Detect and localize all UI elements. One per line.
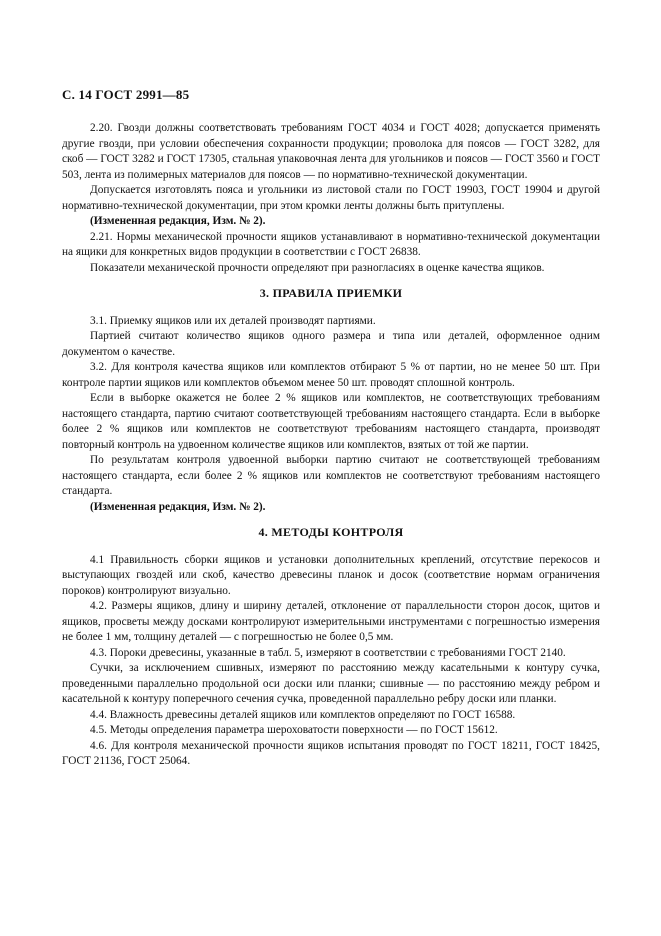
amendment-note: (Измененная редакция, Изм. № 2). [90,215,266,227]
section-4-title: 4. МЕТОДЫ КОНТРОЛЯ [258,525,404,539]
paragraph: 4.4. Влажность древесины деталей ящиков или комплектов определяют по ГОСТ 16588. [90,708,516,721]
paragraph: Показатели механической прочности определяют при разногласиях в оценке качества ящиков. [90,261,545,274]
section-2-continuation [62,121,600,276]
paragraph: По результатам контроля удвоенной выборки партию считают не соответствующей требованиям настоящего стандарта, если более 2 % ящиков или комплектов не соответствуют требованиям настоящего стандарта. [62,454,600,497]
paragraph: Сучки, за исключением сшивных, измеряют по расстоянию между касательными к контуру сучка, проведенными параллельно продольной оси доски или планки; сшивные — по расстоянию между ребром и касательной к контуру поперечного сечения сучка, проведенной параллельно ребру доски или планки. [62,662,600,705]
paragraph: 4.6. Для контроля механической прочности ящиков испытания проводят по ГОСТ 18211, ГОСТ 18425, ГОСТ 21136, ГОСТ 25064. [62,739,600,767]
paragraph: 2.21. Нормы механической прочности ящиков устанавливают в нормативно-технической документации на ящики для конкретных видов продукции в соответствии с ГОСТ 26838. [62,230,600,258]
paragraph: 4.2. Размеры ящиков, длину и ширину деталей, отклонение от параллельности сторон досок, щитов и ящиков, просветы между досками контролируют измерительными инструментами с погрешностью измерения не более 1 мм, толщину деталей — с погрешностью не более 0,5 мм. [62,600,600,643]
section-3-content [62,314,600,516]
paragraph: 2.20. Гвозди должны соответствовать требованиям ГОСТ 4034 и ГОСТ 4028; допускается применять другие гвозди, при условии обеспечения сохранности продукции; проволока для поясов — ГОСТ 3282, для скоб — ГОСТ 3282 и ГОСТ 17305, стальная упаковочная лента для угольников и поясов — ГОСТ 3560 и ГОСТ 503, лента из полимерных материалов для поясов — по нормативно-технической документации. [62,122,600,181]
paragraph: 4.5. Методы определения параметра шероховатости поверхности — по ГОСТ 15612. [90,724,498,736]
document-body [62,121,600,770]
paragraph: 4.1 Правильность сборки ящиков и установки дополнительных креплений, отсутствие перекосов и выступающих гвоздей или скоб, качество древесины планок и досок (соответствие нормам ограничения пороков) контролируют визуально. [62,553,600,597]
section-3-title: 3. ПРАВИЛА ПРИЕМКИ [259,286,403,300]
paragraph: 4.3. Пороки древесины, указанные в табл. 5, измеряют в соответствии с требованиями ГОСТ 2140. [90,646,566,659]
page-header: С. 14 ГОСТ 2991—85 [62,87,190,102]
paragraph: Если в выборке окажется не более 2 % ящиков или комплектов, не соответствующих требованиям настоящего стандарта, партию считают соответствующей требованиям настоящего стандарта. Если в выборке более 2 % ящиков или комплектов не соответствуют требованиям настоящего стандарта, производят повторный контроль на удвоенном количестве ящиков или комплектов, взятых от той же партии. [62,392,600,451]
paragraph: Допускается изготовлять пояса и угольники из листовой стали по ГОСТ 19903, ГОСТ 19904 и другой нормативно-технической документации, при этом кромки ленты должны быть притуплены. [62,184,600,212]
section-4-content [62,553,600,770]
paragraph: 3.1. Приемку ящиков или их деталей производят партиями. [90,314,376,327]
paragraph: Партией считают количество ящиков одного размера и типа или деталей, оформленное одним документом о качестве. [62,330,600,358]
paragraph: 3.2. Для контроля качества ящиков или комплектов отбирают 5 % от партии, но не менее 50 шт. При контроле партии ящиков или комплектов объемом менее 50 шт. проводят сплошной контроль. [62,361,600,389]
amendment-note: (Измененная редакция, Изм. № 2). [90,500,266,513]
